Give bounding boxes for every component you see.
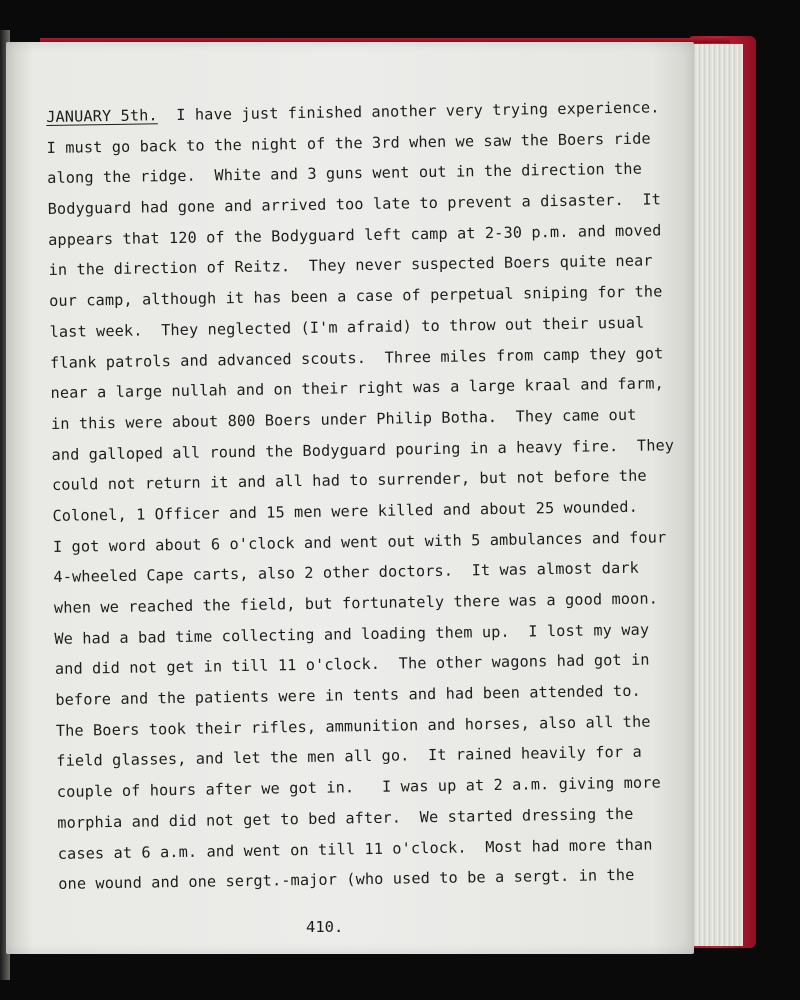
text-line: in the direction of Reitz. They never suspected Boers quite near <box>48 251 653 280</box>
text-line: field glasses, and let the men all go. It rained heavily for a <box>56 743 642 771</box>
text-line: We had a bad time collecting and loading them up. I lost my way <box>54 620 650 648</box>
text-line: Bodyguard had gone and arrived too late to prevent a disaster. It <box>47 190 662 219</box>
text-line: appears that 120 of the Bodyguard left camp at 2-30 p.m. and moved <box>48 221 662 249</box>
page-number: 410. <box>306 918 344 936</box>
typed-text-block <box>46 92 688 900</box>
text-line: cases at 6 a.m. and went on till 11 o'clock. Most had more than <box>57 835 653 863</box>
text-line: last week. They neglected (I'm afraid) to throw out their usual <box>49 313 645 341</box>
text-line: and galloped all round the Bodyguard pouring in a heavy fire. They <box>51 435 675 464</box>
text-line: when we reached the field, but fortunately there was a good moon. <box>53 589 659 617</box>
text-line: 4-wheeled Cape carts, also 2 other doctors. It was almost dark <box>53 559 640 587</box>
text-line: could not return it and all had to surrender, but not before the <box>51 466 647 495</box>
text-line: The Boers took their rifles, ammunition and horses, also all the <box>55 712 651 740</box>
document-page <box>6 42 694 954</box>
text-line: before and the patients were in tents and had been attended to. <box>55 681 641 709</box>
text-line: Colonel, 1 Officer and 15 men were killed and about 25 wounded. <box>52 497 639 525</box>
text-line: morphia and did not get to bed after. We started dressing the <box>57 804 634 832</box>
text-line: one wound and one sergt.-major (who used to be a sergt. in the <box>58 866 635 894</box>
text-line: I must go back to the night of the 3rd when we saw the Boers ride <box>46 129 651 157</box>
text-line: and did not get in till 11 o'clock. The other wagons had got in <box>54 650 650 679</box>
first-line-text: I have just finished another very trying experience. <box>157 98 660 125</box>
text-line: flank patrols and advanced scouts. Three miles from camp they got <box>49 343 664 372</box>
text-line: couple of hours after we got in. I was up at 2 a.m. giving more <box>56 773 662 802</box>
text-line: our camp, although it has been a case of perpetual sniping for the <box>48 282 663 311</box>
text-line: in this were about 800 Boers under Philip Botha. They came out <box>50 405 637 433</box>
text-line: along the ridge. White and 3 guns went out in the direction the <box>47 160 643 188</box>
page-stack-edges <box>690 44 743 946</box>
text-line: I got word about 6 o'clock and went out with 5 ambulances and four <box>52 527 667 556</box>
text-line: near a large nullah and on their right was a large kraal and farm, <box>50 374 665 403</box>
date-heading: JANUARY 5th. <box>46 106 158 126</box>
